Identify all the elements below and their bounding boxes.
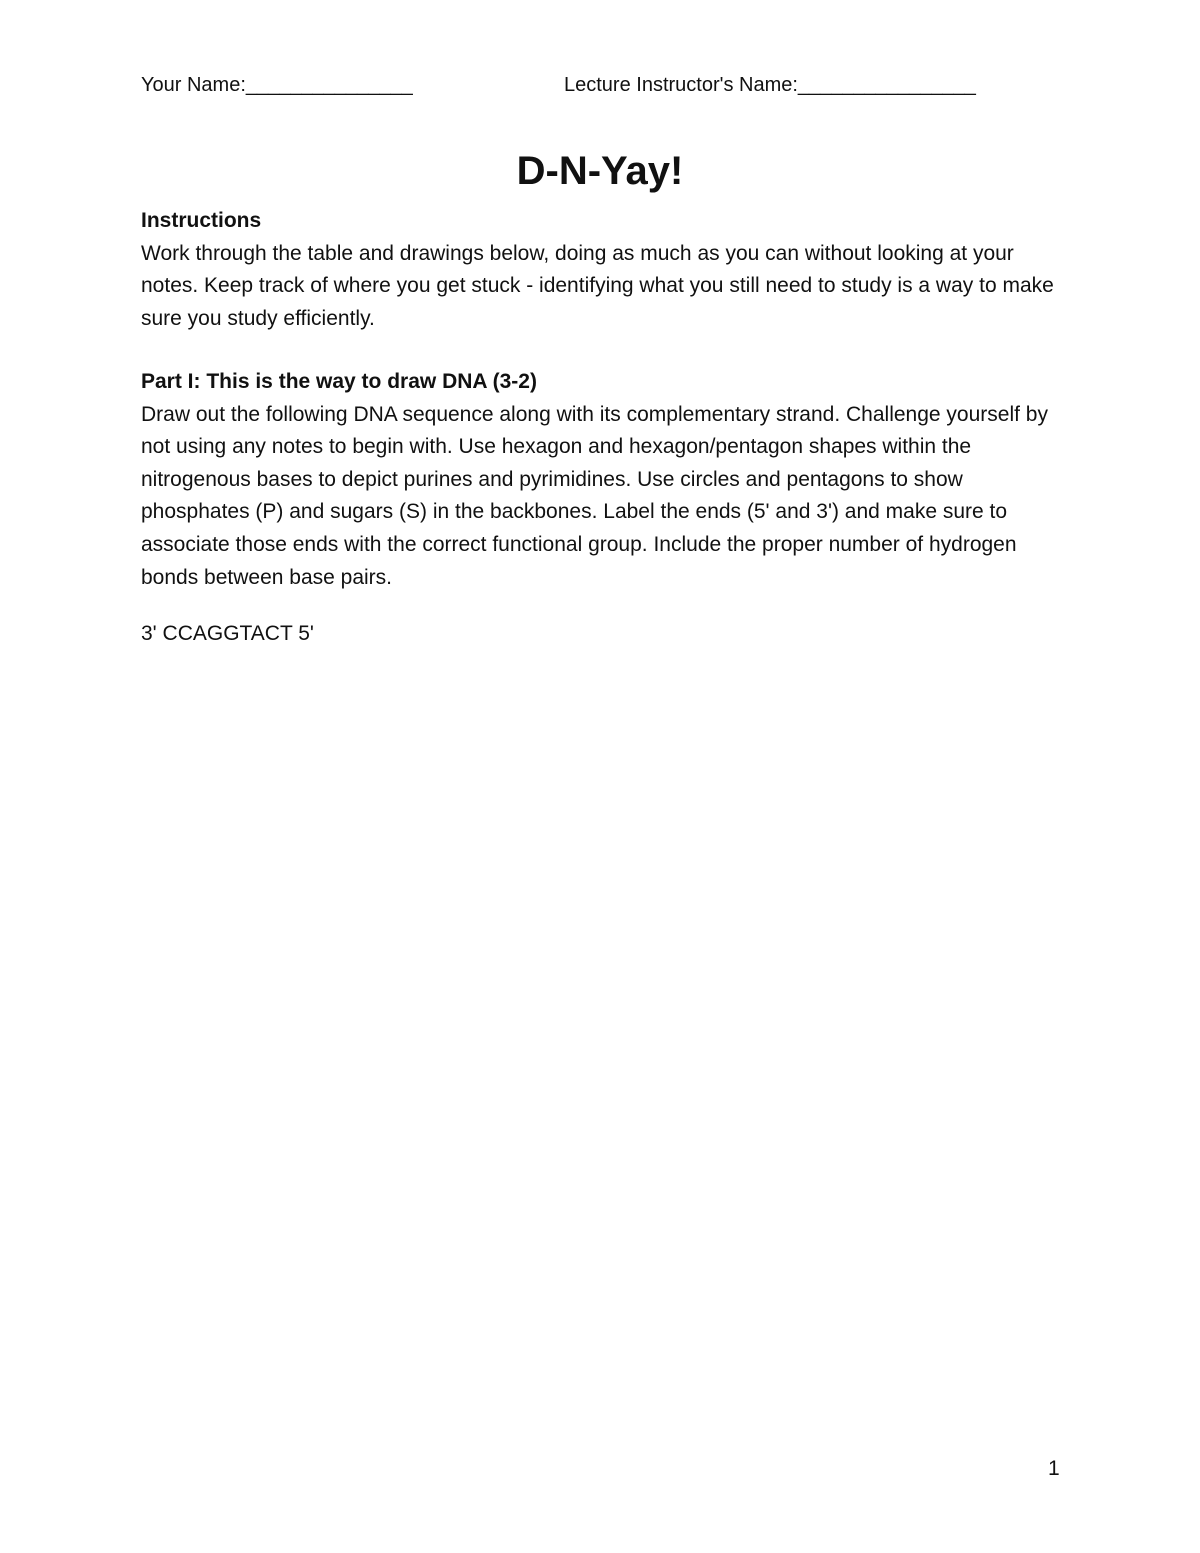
part1-body: Draw out the following DNA sequence along with its complementary strand. Challenge yourself by not using any notes to begin with. Use hexagon and hexagon/pentagon shapes within the nitrogenous bases to depict purines and pyrimidines. Use circles and pentagons to show phosphates (P) and sugars (S) in the backbones. Label the ends (5' and 3') and make sure to associate those ends with the correct functional group. Include the proper number of hydrogen bonds between base pairs. (141, 402, 1048, 589)
instructions-body: Work through the table and drawings below, doing as much as you can without looking at your notes. Keep track of where you get stuck - identifying what you still need to study is a way to make sure you study efficiently. (141, 241, 1054, 330)
page-title: D-N-Yay! (516, 149, 684, 193)
dna-sequence: 3' CCAGGTACT 5' (141, 622, 314, 645)
page-number: 1 (1048, 1457, 1060, 1480)
instructor-name-field: Lecture Instructor's Name:________________ (564, 74, 976, 96)
instructions-section (141, 205, 1061, 335)
instructions-heading: Instructions (141, 209, 262, 232)
part1-heading: Part I: This is the way to draw DNA (3-2) (141, 370, 537, 393)
your-name-field: Your Name:_______________ (141, 74, 413, 96)
part1-section (141, 366, 1061, 594)
